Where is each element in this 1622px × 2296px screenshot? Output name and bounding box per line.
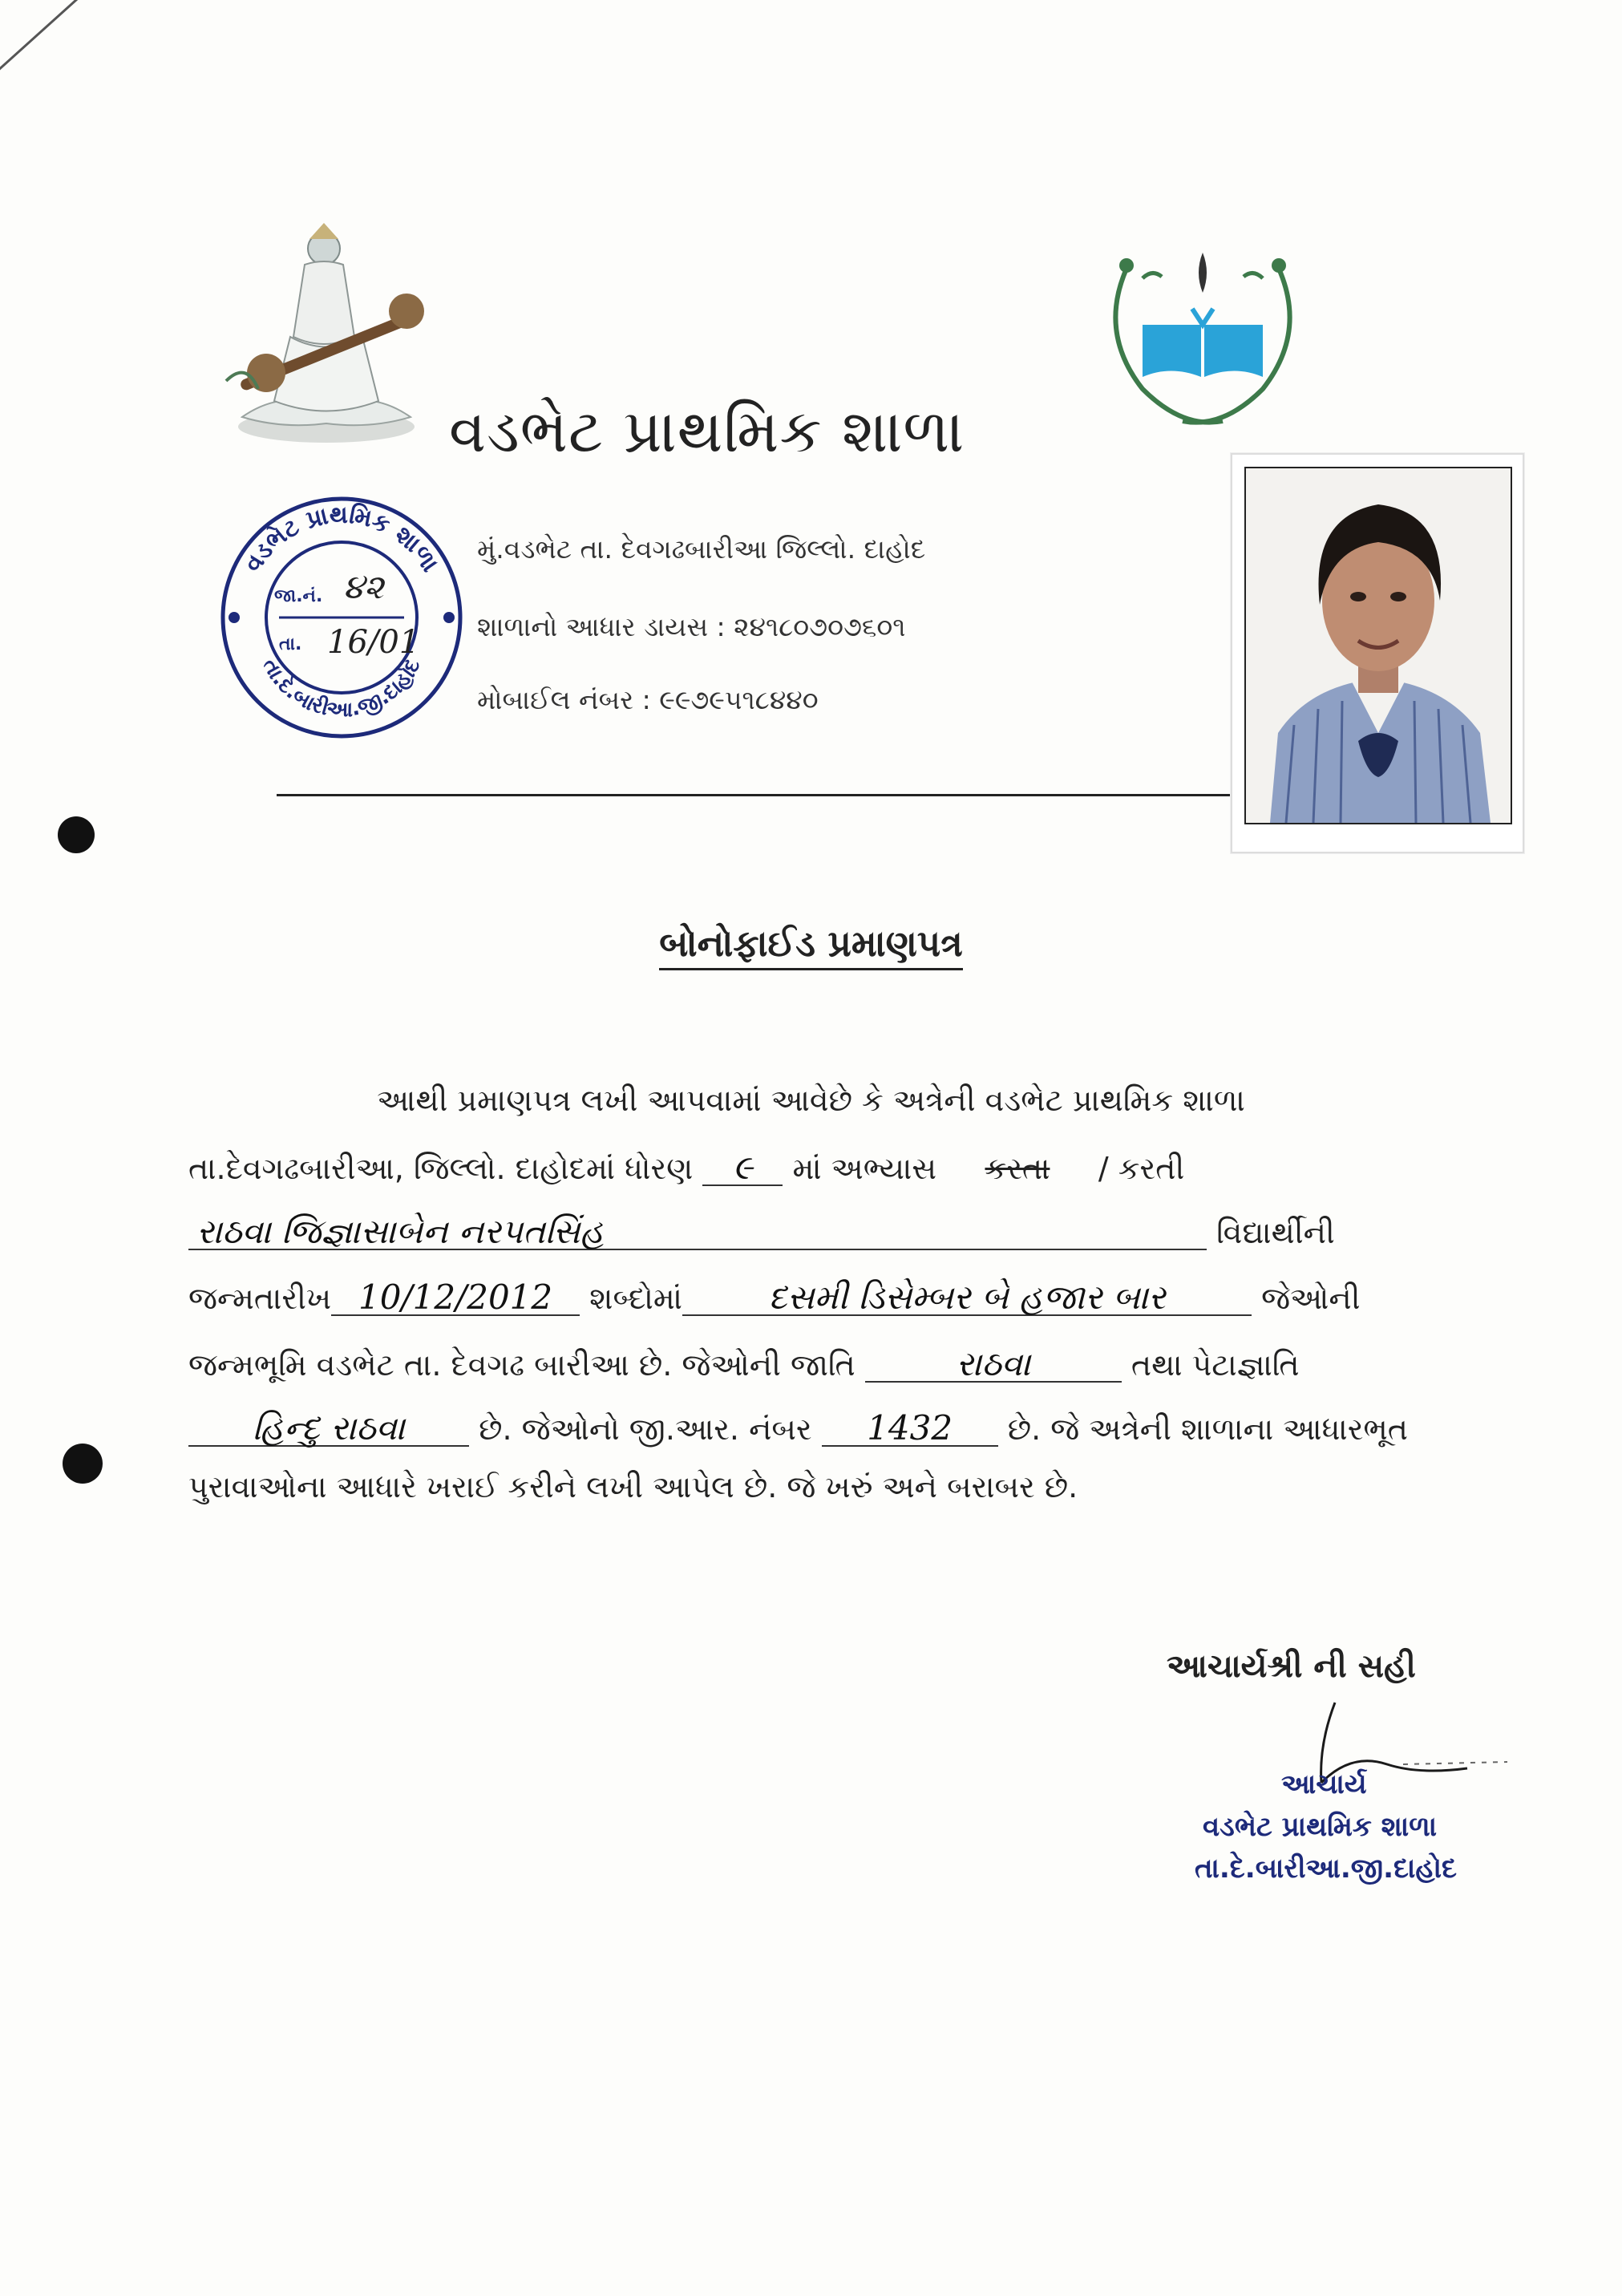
standard-value: ૯	[702, 1151, 783, 1186]
svg-text:તા.દે.બારીઆ.જી.દાહોદ	[257, 654, 426, 722]
stamp-date-label: તા.	[279, 634, 302, 654]
student-name-value: રાઠવા જિજ્ઞાસાબેન નરપતસિંહ	[188, 1215, 1207, 1250]
school-name-heading: વડભેટ પ્રાથમિક શાળા	[449, 397, 965, 466]
dob-value: 10/12/2012	[331, 1281, 580, 1316]
stamp-bottom-text: તા.દે.બારીઆ.જી.દાહોદ	[257, 654, 426, 723]
stamp-top-text: વડભેટ પ્રાથમિક શાળા	[238, 500, 444, 577]
school-logo-icon	[1094, 237, 1311, 437]
student-photo-frame	[1231, 453, 1524, 853]
body-line-7: પુરાવાઓના આધારે ખરાઈ કરીને લખી આપેલ છે. જે ખરું અને બરાબર છે.	[188, 1469, 1078, 1504]
address-line: મું.વડભેટ તા. દેવગઢબારીઆ જિલ્લો. દાહોદ	[477, 533, 926, 565]
mobile-line: મોબાઈલ નંબર : ૯૯૭૯૫૧૮૪૪૦	[477, 684, 819, 715]
caste-value: રાઠવા	[865, 1347, 1122, 1383]
body-line-6: હિન્દુ રાઠવા છે. જેઓનો જી.આર. નંબર 1432 છે. જે અત્રેની શાળાના આધારભૂત	[188, 1411, 1467, 1447]
student-photo	[1244, 467, 1512, 824]
principal-stamp-place: તા.દે.બારીઆ.જી.દાહોદ	[1195, 1853, 1458, 1885]
body-line-1: આથી પ્રમાણપત્ર લખી આપવામાં આવેછે કે અત્રેની વડભેટ પ્રાથમિક શાળા	[377, 1083, 1245, 1118]
body-line-3: રાઠવા જિજ્ઞાસાબેન નરપતસિંહ વિદ્યાર્થીની	[188, 1215, 1467, 1250]
round-school-stamp	[215, 491, 467, 743]
punch-hole-top	[58, 816, 95, 853]
principal-signature-label: આચાર્યશ્રી ની સહી	[1167, 1648, 1416, 1685]
stamp-date-value: 16/01	[327, 624, 420, 661]
paper-fold-line	[0, 0, 195, 99]
aadhar-dise-line: શાળાનો આધાર ડાયસ : ૨૪૧૮૦૭૦૭૬૦૧	[477, 611, 906, 642]
saraswati-emblem	[210, 217, 443, 449]
stamp-jn-label: જા.નં.	[274, 586, 323, 606]
dob-words-value: દસમી ડિસેમ્બર બે હજાર બાર	[682, 1281, 1252, 1316]
body-line-5: જન્મભૂમિ વડભેટ તા. દેવગઢ બારીઆ છે. જેઓની જાતિ રાઠવા તથા પેટાજ્ઞાતિ	[188, 1344, 1300, 1383]
body-line-4: જન્મતારીખ 10/12/2012 શબ્દોમાં દસમી ડિસેમ્બર બે હજાર બાર જેઓની	[188, 1278, 1361, 1317]
stamp-jn-value: ૪૨	[343, 567, 384, 606]
principal-stamp-title: આચાર્ય	[1281, 1768, 1367, 1800]
svg-text:વડભેટ પ્રાથમિક શાળા	[239, 501, 444, 577]
body-line-2: તા.દેવગઢબારીઆ, જિલ્લો. દાહોદમાં ધોરણ ૯ માં અભ્યાસ કરતા / કરતી	[188, 1148, 1185, 1187]
struck-option: કરતા	[985, 1151, 1050, 1186]
punch-hole-bottom	[63, 1444, 103, 1484]
certificate-title: બોનોફાઈડ પ્રમાણપત્ર	[0, 922, 1622, 966]
gr-number-value: 1432	[822, 1411, 998, 1447]
principal-stamp-school: વડભેટ પ્રાથમિક શાળા	[1203, 1811, 1438, 1843]
subcaste-value: હિન્દુ રાઠવા	[188, 1411, 469, 1447]
header-divider	[277, 794, 1231, 796]
